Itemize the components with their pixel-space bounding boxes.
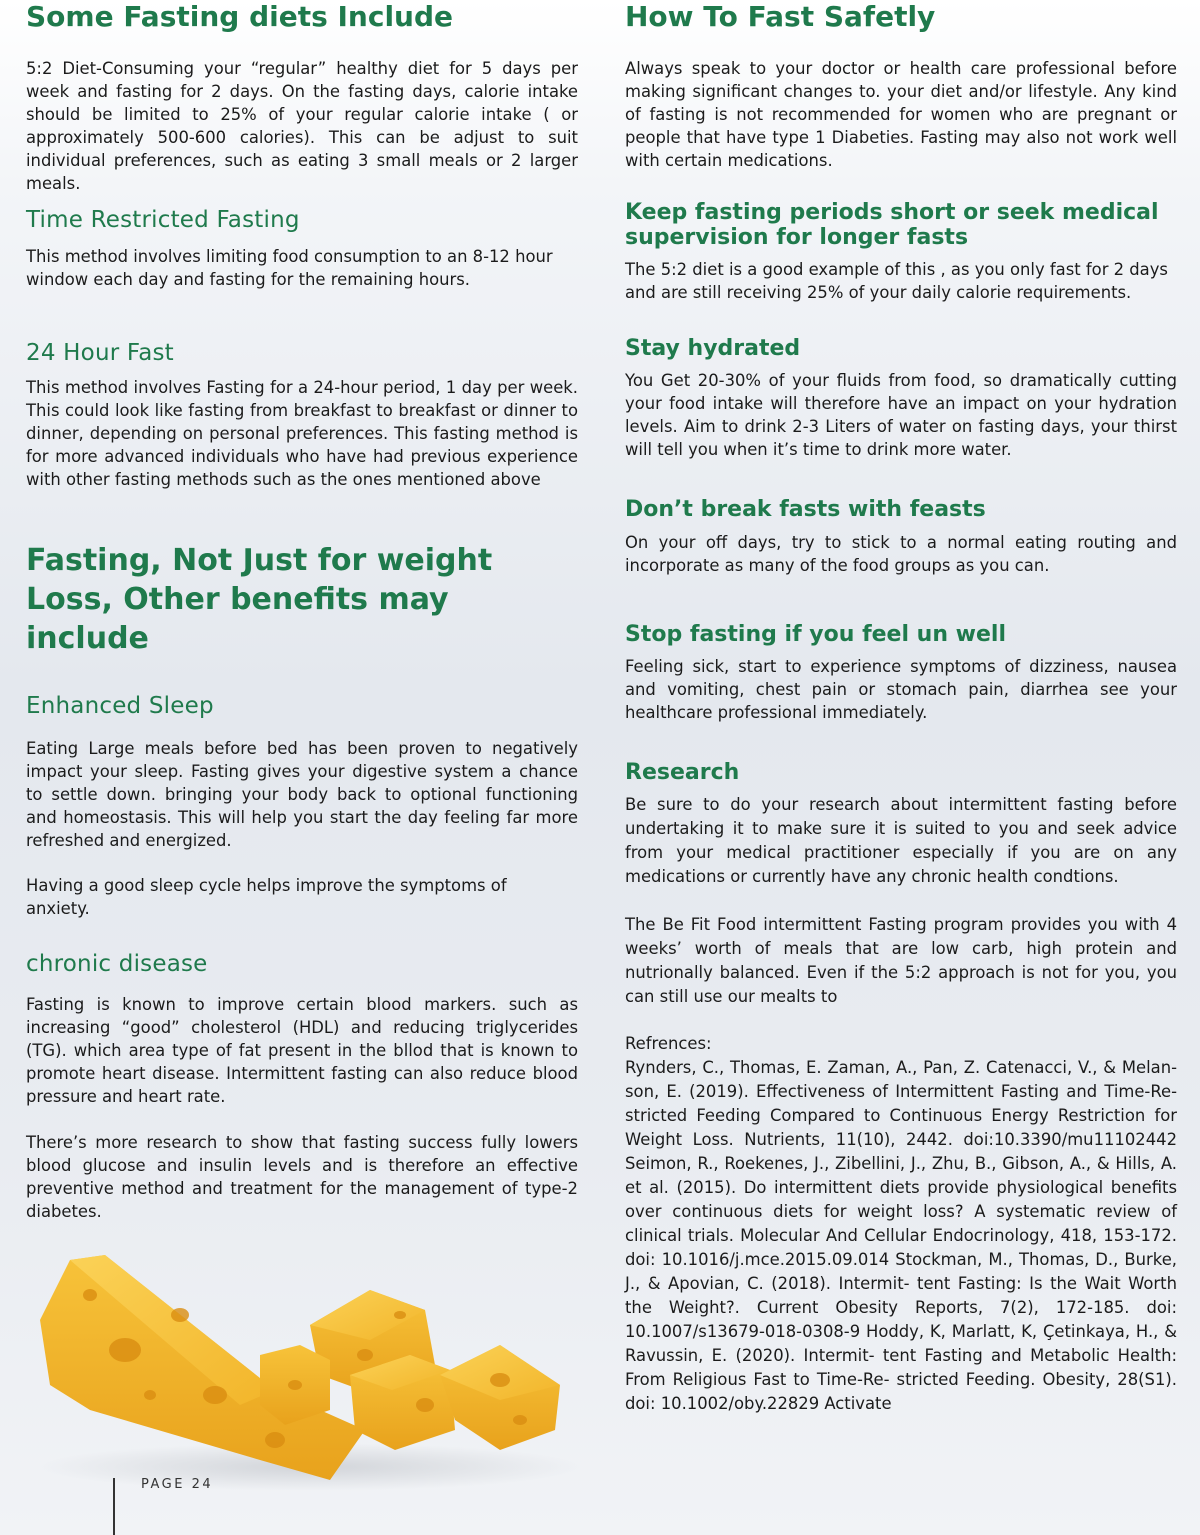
feasts-paragraph: On your off days, try to stick to a normal eating routing and incorporate as many of the food groups as you can. — [625, 533, 1177, 575]
diet-5-2-paragraph: 5:2 Diet-Consuming your “regular” healthy diet for 5 days per week and fasting for 2 days. On the fasting days, calorie intake should be limited to 25% of your regular calorie intake ( or approximately 500-600 calories). This can be adjust to suit individual preferences, such as eating 3 small meals or 2 larger meals. — [26, 59, 578, 193]
stay-hydrated-paragraph: You Get 20-30% of your fluids from food, so dramatically cutting your food intake will therefore have an impact on your hydration levels. Aim to drink 2-3 Liters of water on fasting days, your thirst will tell you when it’s time to drink more water. — [625, 371, 1177, 459]
enhanced-sleep-paragraph: Eating Large meals before bed has been proven to negatively impact your sleep. Fasting gives your digestive system a chance to settle down. bringing your body back to optional functioning and homeostasis. This will help you start the day feeling far more refreshed and energized. — [26, 739, 578, 850]
cheese-image — [30, 1245, 590, 1495]
benefits-heading: Fasting, Not Just for weight Loss, Other benefits may include — [26, 543, 493, 656]
short-periods-heading: Keep fasting periods short or seek medical supervision for longer fasts — [625, 200, 1159, 250]
hour-24-fast-paragraph: This method involves Fasting for a 24-hour period, 1 day per week. This could look like fasting from breakfast to breakfast or dinner to dinner, depending on personal preferences. This fasting method is for more advanced individuals who have had previous experience with other fasting methods such as the ones mentioned above — [26, 378, 578, 489]
references-label: Refrences: — [625, 1034, 712, 1053]
safety-intro-paragraph: Always speak to your doctor or health care professional before making significant changes to. your diet and/or lifestyle. Any kind of fasting is not recommended for women who are pregnant or people that have type 1 Diabeties. Fasting may also not work well with certain medications. — [625, 59, 1177, 170]
fast-safely-title: How To Fast Safetly — [625, 0, 936, 33]
time-restricted-paragraph: This method involves limiting food consumption to an 8-12 hour window each day and fasting for the remaining hours. — [26, 247, 553, 289]
research-heading: Research — [625, 760, 740, 785]
feel-unwell-heading: Stop fasting if you feel un well — [625, 622, 1006, 647]
chronic-disease-paragraph: Fasting is known to improve certain blood markers. such as increasing “good” cholesterol (HDL) and reducing triglycerides (TG). which area type of fat present in the bllod that is known to promote heart disease. Intermittent fasting can also reduce blood pressure and heart rate. — [26, 995, 578, 1106]
chronic-disease-heading: chronic disease — [26, 951, 208, 977]
references-list: Rynders, C., Thomas, E. Zaman, A., Pan, Z. Catenacci, V., & Melan- son, E. (2019). Effectiveness of Intermittent Fasting and Time-Re- stricted Feeding Compared to Continuous Energy Restriction for Weight Loss. Nutrients, 11(10), 2442. doi:10.3390/mu11102442 Seimon, R., Roekenes, J., Zibellini, J., Zhu, B., Gibson, A., & Hills, A. et al. (2015). Do intermittent diets provide physiological benefits over continuous diets for weight loss? A systematic review of clinical trials. Molecular And Cellular Endocrinology, 418, 153-172. doi: 10.1016/j.mce.2015.09.014 Stockman, M., Thomas, D., Burke, J., & Apovian, C. (2018). Intermit- tent Fasting: Is the Wait Worth the Weight?. Current Obesity Reports, 7(2), 172-185. doi: 10.1007/s13679-018-0308-9 Hoddy, K, Marlatt, K, Çetinkaya, H., & Ravussin, E. (2020). Intermit- tent Fasting and Metabolic Health: From Religious Fast to Time-Re- stricted Feeding. Obesity, 28(S1). doi: 10.1002/oby.22829 Activate — [625, 1058, 1177, 1413]
feel-unwell-paragraph: Feeling sick, start to experience symptoms of dizziness, nausea and vomiting, chest pain or stomach pain, diarrhea see your healthcare professional immediately. — [625, 657, 1177, 722]
fasting-diets-title: Some Fasting diets Include — [26, 0, 454, 33]
time-restricted-heading: Time Restricted Fasting — [26, 207, 300, 233]
page-number: PAGE 24 — [141, 1477, 214, 1492]
program-paragraph: The Be Fit Food intermittent Fasting program provides you with 4 weeks’ worth of meals that are low carb, high protein and nutrionally balanced. Even if the 5:2 approach is not for you, you can still use our mealts to — [625, 915, 1177, 1006]
feasts-heading: Don’t break fasts with feasts — [625, 497, 986, 522]
research-paragraph: Be sure to do your research about intermittent fasting before undertaking it to make sure it is suited to you and seek advice from your medical practitioner especially if you are on any medications or currently have any chronic health condtions. — [625, 795, 1177, 886]
page-rule-divider — [113, 1478, 115, 1535]
stay-hydrated-heading: Stay hydrated — [625, 336, 801, 361]
enhanced-sleep-heading: Enhanced Sleep — [26, 693, 214, 719]
hour-24-fast-heading: 24 Hour Fast — [26, 340, 174, 366]
sleep-anxiety-paragraph: Having a good sleep cycle helps improve the symptoms of anxiety. — [26, 876, 507, 918]
short-periods-paragraph: The 5:2 diet is a good example of this , as you only fast for 2 days and are still receiving 25% of your daily calorie requirements. — [625, 260, 1168, 302]
diabetes-paragraph: There’s more research to show that fasting success fully lowers blood glucose and insulin levels and is therefore an effective preventive method and treatment for the management of type-2 diabetes. — [26, 1133, 578, 1221]
